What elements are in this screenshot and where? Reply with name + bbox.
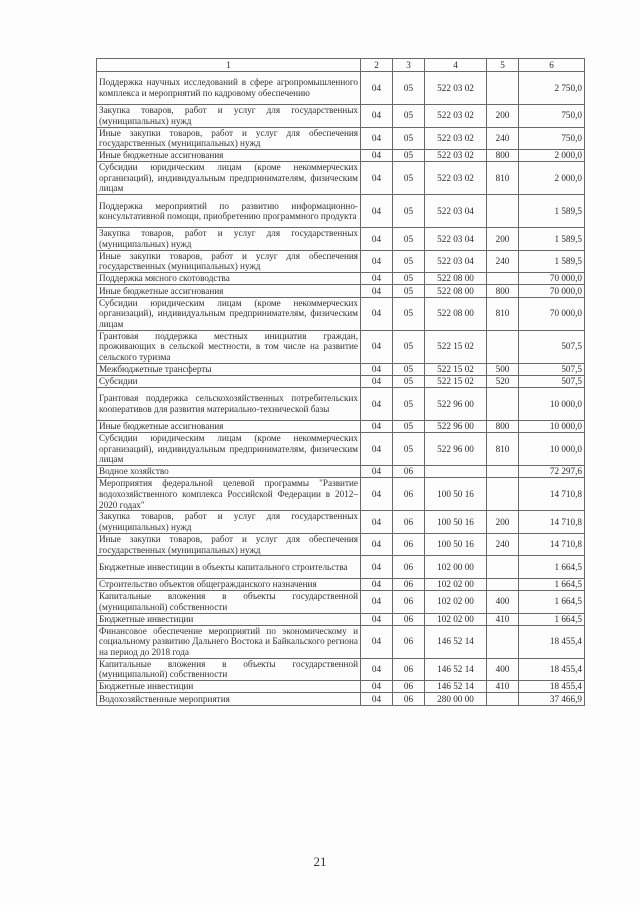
- row-name-cell: Грантовая поддержка местных инициатив граждан, проживающих в сельской местности, в том числе на развитие сельского туризма: [97, 330, 361, 363]
- amount-cell: 507,5: [519, 363, 585, 375]
- amount-cell: 10 000,0: [519, 387, 585, 420]
- expense-type-cell: 410: [487, 613, 519, 625]
- expense-type-cell: 800: [487, 420, 519, 432]
- target-article-cell: 522 03 02: [425, 150, 487, 162]
- row-name-cell: Субсидии юридическим лицам (кроме некоммерческих организаций), индивидуальным предпринимателям, физическим лицам: [97, 433, 361, 466]
- section-code-cell: 04: [361, 72, 393, 105]
- expense-type-cell: 400: [487, 591, 519, 614]
- table-row: [97, 127, 585, 150]
- target-article-cell: 522 15 02: [425, 330, 487, 363]
- row-name-cell: Поддержка мясного скотоводства: [97, 273, 361, 285]
- table-row: [97, 285, 585, 297]
- target-article-cell: 522 03 04: [425, 195, 487, 228]
- expense-type-cell: 810: [487, 297, 519, 330]
- expense-type-cell: 800: [487, 150, 519, 162]
- row-name-cell: Финансовое обеспечение мероприятий по экономическому и социальному развитию Дальнего Востока и Байкальского региона на период до 2018 года: [97, 625, 361, 658]
- amount-cell: 14 710,8: [519, 511, 585, 534]
- expense-type-cell: 400: [487, 658, 519, 681]
- target-article-cell: 522 96 00: [425, 387, 487, 420]
- target-article-cell: 146 52 14: [425, 625, 487, 658]
- subsection-code-cell: 05: [393, 297, 425, 330]
- target-article-cell: 522 03 02: [425, 162, 487, 195]
- target-article-cell: 146 52 14: [425, 681, 487, 693]
- target-article-cell: 522 03 02: [425, 105, 487, 128]
- target-article-cell: 522 08 00: [425, 285, 487, 297]
- section-code-cell: 04: [361, 387, 393, 420]
- subsection-code-cell: 06: [393, 693, 425, 705]
- row-name-cell: Иные бюджетные ассигнования: [97, 150, 361, 162]
- row-name-cell: Бюджетные инвестиции: [97, 681, 361, 693]
- table-row: [97, 433, 585, 466]
- target-article-cell: 522 08 00: [425, 297, 487, 330]
- target-article-cell: 522 03 02: [425, 127, 487, 150]
- table-row: [97, 658, 585, 681]
- amount-cell: 2 000,0: [519, 150, 585, 162]
- target-article-cell: 522 03 04: [425, 228, 487, 251]
- table-row: [97, 162, 585, 195]
- subsection-code-cell: 05: [393, 375, 425, 387]
- section-code-cell: 04: [361, 375, 393, 387]
- target-article-cell: 522 96 00: [425, 433, 487, 466]
- section-code-cell: 04: [361, 478, 393, 511]
- subsection-code-cell: 05: [393, 127, 425, 150]
- section-code-cell: 04: [361, 466, 393, 478]
- expense-type-cell: [487, 693, 519, 705]
- amount-cell: 14 710,8: [519, 533, 585, 556]
- expense-type-cell: [487, 195, 519, 228]
- target-article-cell: 100 50 16: [425, 511, 487, 534]
- target-article-cell: 102 02 00: [425, 578, 487, 590]
- table-row: [97, 150, 585, 162]
- amount-cell: 2 750,0: [519, 72, 585, 105]
- table-row: [97, 105, 585, 128]
- amount-cell: 10 000,0: [519, 433, 585, 466]
- amount-cell: 507,5: [519, 330, 585, 363]
- table-row: [97, 625, 585, 658]
- table-row: [97, 578, 585, 590]
- expense-type-cell: [487, 387, 519, 420]
- section-code-cell: 04: [361, 556, 393, 579]
- target-article-cell: [425, 466, 487, 478]
- column-header: 4: [425, 59, 487, 72]
- section-code-cell: 04: [361, 228, 393, 251]
- table-row: [97, 375, 585, 387]
- section-code-cell: 04: [361, 127, 393, 150]
- row-name-cell: Бюджетные инвестиции: [97, 613, 361, 625]
- expense-type-cell: 520: [487, 375, 519, 387]
- section-code-cell: 04: [361, 433, 393, 466]
- subsection-code-cell: 05: [393, 150, 425, 162]
- table-row: [97, 273, 585, 285]
- table-row: [97, 387, 585, 420]
- row-name-cell: Грантовая поддержка сельскохозяйственных потребительских кооперативов для развития материально-технической базы: [97, 387, 361, 420]
- section-code-cell: 04: [361, 162, 393, 195]
- column-header: 5: [487, 59, 519, 72]
- table-row: [97, 297, 585, 330]
- expense-type-cell: 240: [487, 533, 519, 556]
- budget-table: [96, 58, 585, 706]
- amount-cell: 14 710,8: [519, 478, 585, 511]
- target-article-cell: 280 00 00: [425, 693, 487, 705]
- row-name-cell: Капитальные вложения в объекты государственной (муниципальной) собственности: [97, 658, 361, 681]
- section-code-cell: 04: [361, 297, 393, 330]
- subsection-code-cell: 06: [393, 466, 425, 478]
- table-header-row: [97, 59, 585, 72]
- table-row: [97, 478, 585, 511]
- amount-cell: 507,5: [519, 375, 585, 387]
- column-header: 3: [393, 59, 425, 72]
- subsection-code-cell: 06: [393, 591, 425, 614]
- table-row: [97, 681, 585, 693]
- row-name-cell: Водное хозяйство: [97, 466, 361, 478]
- subsection-code-cell: 06: [393, 511, 425, 534]
- expense-type-cell: 410: [487, 681, 519, 693]
- section-code-cell: 04: [361, 533, 393, 556]
- section-code-cell: 04: [361, 591, 393, 614]
- section-code-cell: 04: [361, 150, 393, 162]
- target-article-cell: 522 03 04: [425, 250, 487, 273]
- expense-type-cell: [487, 273, 519, 285]
- subsection-code-cell: 05: [393, 105, 425, 128]
- row-name-cell: Мероприятия федеральной целевой программы "Развитие водохозяйственного комплекса Российской Федерации в 2012–2020 годах": [97, 478, 361, 511]
- amount-cell: 37 466,9: [519, 693, 585, 705]
- section-code-cell: 04: [361, 285, 393, 297]
- amount-cell: 1 664,5: [519, 613, 585, 625]
- amount-cell: 1 664,5: [519, 591, 585, 614]
- expense-type-cell: 810: [487, 433, 519, 466]
- row-name-cell: Иные закупки товаров, работ и услуг для обеспечения государственных (муниципальных) нужд: [97, 250, 361, 273]
- expense-type-cell: 810: [487, 162, 519, 195]
- expense-type-cell: 800: [487, 285, 519, 297]
- expense-type-cell: 200: [487, 511, 519, 534]
- table-row: [97, 195, 585, 228]
- target-article-cell: 102 02 00: [425, 591, 487, 614]
- expense-type-cell: [487, 578, 519, 590]
- amount-cell: 70 000,0: [519, 297, 585, 330]
- row-name-cell: Поддержка научных исследований в сфере агропромышленного комплекса и мероприятий по кадровому обеспечению: [97, 72, 361, 105]
- subsection-code-cell: 06: [393, 625, 425, 658]
- section-code-cell: 04: [361, 578, 393, 590]
- row-name-cell: Иные закупки товаров, работ и услуг для обеспечения государственных (муниципальных) нужд: [97, 533, 361, 556]
- table-row: [97, 420, 585, 432]
- target-article-cell: 522 03 02: [425, 72, 487, 105]
- subsection-code-cell: 05: [393, 285, 425, 297]
- subsection-code-cell: 06: [393, 478, 425, 511]
- target-article-cell: 100 50 16: [425, 478, 487, 511]
- table-row: [97, 228, 585, 251]
- table-row: [97, 466, 585, 478]
- table-row: [97, 72, 585, 105]
- amount-cell: 750,0: [519, 105, 585, 128]
- amount-cell: 1 589,5: [519, 228, 585, 251]
- target-article-cell: 522 96 00: [425, 420, 487, 432]
- section-code-cell: 04: [361, 420, 393, 432]
- row-name-cell: Иные бюджетные ассигнования: [97, 420, 361, 432]
- amount-cell: 18 455,4: [519, 658, 585, 681]
- section-code-cell: 04: [361, 363, 393, 375]
- table-row: [97, 556, 585, 579]
- table-row: [97, 533, 585, 556]
- amount-cell: 1 589,5: [519, 250, 585, 273]
- expense-type-cell: 240: [487, 250, 519, 273]
- expense-type-cell: [487, 72, 519, 105]
- target-article-cell: 522 15 02: [425, 375, 487, 387]
- section-code-cell: 04: [361, 658, 393, 681]
- subsection-code-cell: 05: [393, 250, 425, 273]
- amount-cell: 10 000,0: [519, 420, 585, 432]
- subsection-code-cell: 06: [393, 658, 425, 681]
- section-code-cell: 04: [361, 250, 393, 273]
- subsection-code-cell: 06: [393, 556, 425, 579]
- row-name-cell: Субсидии юридическим лицам (кроме некоммерческих организаций), индивидуальным предпринимателям, физическим лицам: [97, 297, 361, 330]
- section-code-cell: 04: [361, 693, 393, 705]
- row-name-cell: Бюджетные инвестиции в объекты капитального строительства: [97, 556, 361, 579]
- amount-cell: 18 455,4: [519, 625, 585, 658]
- row-name-cell: Строительство объектов общегражданского назначения: [97, 578, 361, 590]
- row-name-cell: Иные закупки товаров, работ и услуг для обеспечения государственных (муниципальных) нужд: [97, 127, 361, 150]
- target-article-cell: 146 52 14: [425, 658, 487, 681]
- row-name-cell: Иные бюджетные ассигнования: [97, 285, 361, 297]
- subsection-code-cell: 06: [393, 533, 425, 556]
- table-row: [97, 511, 585, 534]
- table-row: [97, 363, 585, 375]
- subsection-code-cell: 05: [393, 273, 425, 285]
- amount-cell: 1 664,5: [519, 556, 585, 579]
- column-header: 6: [519, 59, 585, 72]
- subsection-code-cell: 05: [393, 330, 425, 363]
- expense-type-cell: [487, 556, 519, 579]
- row-name-cell: Закупка товаров, работ и услуг для государственных (муниципальных) нужд: [97, 511, 361, 534]
- subsection-code-cell: 05: [393, 420, 425, 432]
- section-code-cell: 04: [361, 681, 393, 693]
- amount-cell: 2 000,0: [519, 162, 585, 195]
- expense-type-cell: [487, 478, 519, 511]
- target-article-cell: 102 00 00: [425, 556, 487, 579]
- expense-type-cell: [487, 625, 519, 658]
- subsection-code-cell: 05: [393, 433, 425, 466]
- target-article-cell: 522 15 02: [425, 363, 487, 375]
- expense-type-cell: 500: [487, 363, 519, 375]
- row-name-cell: Межбюджетные трансферты: [97, 363, 361, 375]
- amount-cell: 750,0: [519, 127, 585, 150]
- table-body: [97, 72, 585, 706]
- expense-type-cell: 200: [487, 228, 519, 251]
- amount-cell: 70 000,0: [519, 285, 585, 297]
- row-name-cell: Закупка товаров, работ и услуг для государственных (муниципальных) нужд: [97, 105, 361, 128]
- section-code-cell: 04: [361, 273, 393, 285]
- section-code-cell: 04: [361, 195, 393, 228]
- target-article-cell: 522 08 00: [425, 273, 487, 285]
- row-name-cell: Поддержка мероприятий по развитию информационно-консультативной помощи, приобретению программного продукта: [97, 195, 361, 228]
- amount-cell: 1 589,5: [519, 195, 585, 228]
- expense-type-cell: [487, 330, 519, 363]
- page-number: 21: [313, 854, 327, 869]
- table-row: [97, 591, 585, 614]
- section-code-cell: 04: [361, 330, 393, 363]
- row-name-cell: Субсидии юридическим лицам (кроме некоммерческих организаций), индивидуальным предпринимателям, физическим лицам: [97, 162, 361, 195]
- row-name-cell: Закупка товаров, работ и услуг для государственных (муниципальных) нужд: [97, 228, 361, 251]
- subsection-code-cell: 05: [393, 72, 425, 105]
- subsection-code-cell: 05: [393, 228, 425, 251]
- subsection-code-cell: 05: [393, 162, 425, 195]
- table-row: [97, 330, 585, 363]
- subsection-code-cell: 05: [393, 195, 425, 228]
- section-code-cell: 04: [361, 511, 393, 534]
- column-header: 1: [97, 59, 361, 72]
- row-name-cell: Капитальные вложения в объекты государственной (муниципальной) собственности: [97, 591, 361, 614]
- row-name-cell: Водохозяйственные мероприятия: [97, 693, 361, 705]
- target-article-cell: 100 50 16: [425, 533, 487, 556]
- amount-cell: 72 297,6: [519, 466, 585, 478]
- row-name-cell: Субсидии: [97, 375, 361, 387]
- section-code-cell: 04: [361, 613, 393, 625]
- section-code-cell: 04: [361, 625, 393, 658]
- table-row: [97, 250, 585, 273]
- column-header: 2: [361, 59, 393, 72]
- subsection-code-cell: 06: [393, 681, 425, 693]
- subsection-code-cell: 05: [393, 387, 425, 420]
- expense-type-cell: 240: [487, 127, 519, 150]
- section-code-cell: 04: [361, 105, 393, 128]
- expense-type-cell: [487, 466, 519, 478]
- amount-cell: 18 455,4: [519, 681, 585, 693]
- subsection-code-cell: 06: [393, 578, 425, 590]
- table-row: [97, 613, 585, 625]
- subsection-code-cell: 06: [393, 613, 425, 625]
- table-row: [97, 693, 585, 705]
- amount-cell: 1 664,5: [519, 578, 585, 590]
- amount-cell: 70 000,0: [519, 273, 585, 285]
- target-article-cell: 102 02 00: [425, 613, 487, 625]
- subsection-code-cell: 05: [393, 363, 425, 375]
- expense-type-cell: 200: [487, 105, 519, 128]
